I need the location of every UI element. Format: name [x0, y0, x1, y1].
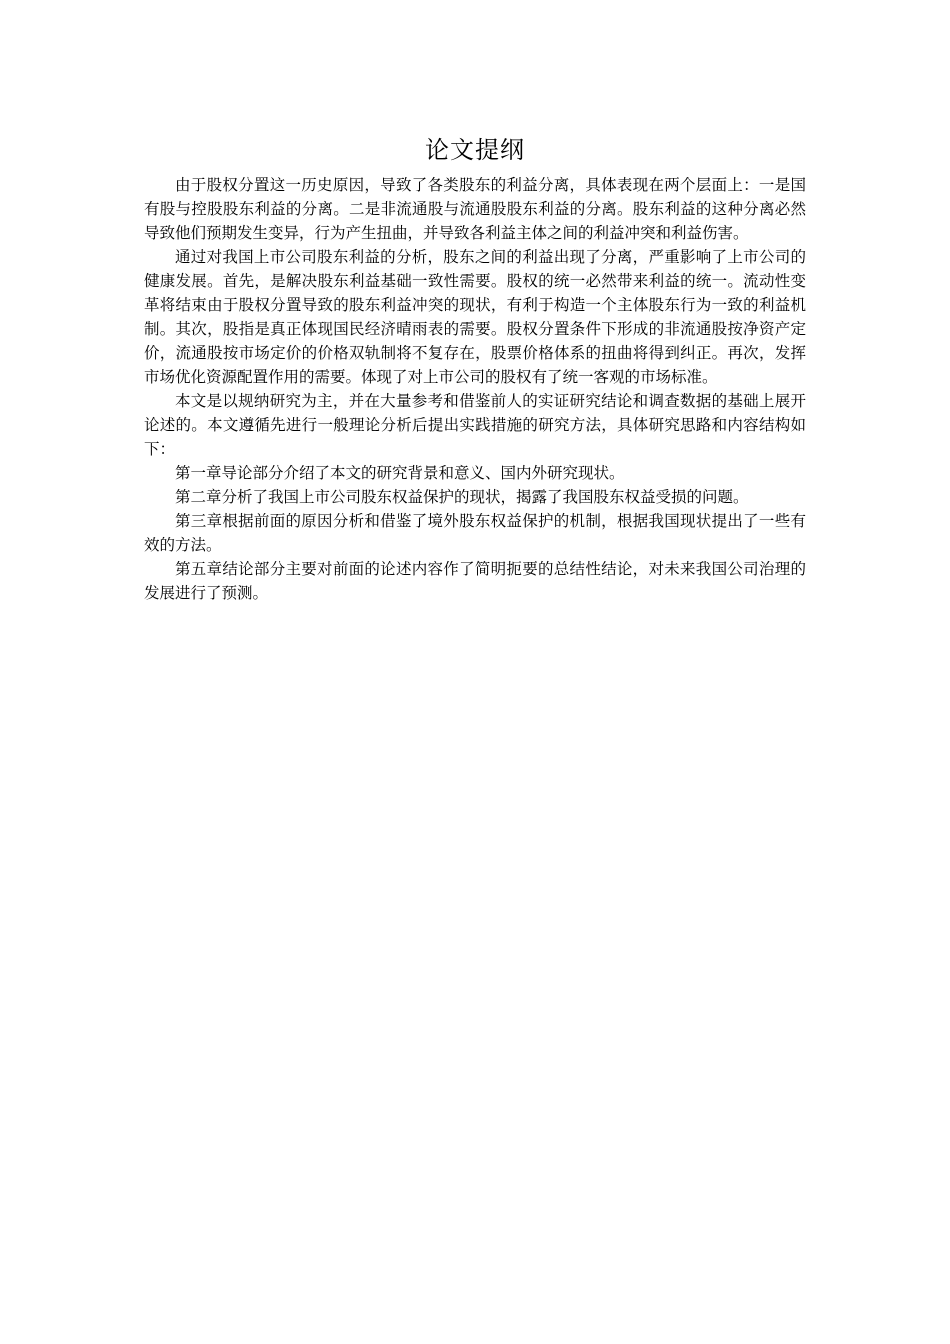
paragraph-chapter-1: 第一章导论部分介绍了本文的研究背景和意义、国内外研究现状。: [175, 464, 625, 482]
document-body: [144, 133, 806, 605]
paragraph-intro: 由于股权分置这一历史原因，导致了各类股东的利益分离，具体表现在两个层面上：一是国有股与控股股东利益的分离。二是非流通股与流通股股东利益的分离。股东利益的这种分离必然导致他们预期发生变异，行为产生扭曲，并导致各利益主体之间的利益冲突和利益伤害。: [144, 176, 806, 242]
paragraph-method: 本文是以规纳研究为主，并在大量参考和借鉴前人的实证研究结论和调查数据的基础上展开论述的。本文遵循先进行一般理论分析后提出实践措施的研究方法，具体研究思路和内容结构如下：: [144, 392, 806, 458]
paragraph-chapter-3: 第三章根据前面的原因分析和借鉴了境外股东权益保护的机制，根据我国现状提出了一些有效的方法。: [144, 512, 806, 554]
document-title: 论文提纲: [425, 136, 525, 164]
paragraph-analysis: 通过对我国上市公司股东利益的分析，股东之间的利益出现了分离，严重影响了上市公司的健康发展。首先，是解决股东利益基础一致性需要。股权的统一必然带来利益的统一。流动性变革将结束由于股权分置导致的股东利益冲突的现状，有利于构造一个主体股东行为一致的利益机制。其次，股指是真正体现国民经济晴雨表的需要。股权分置条件下形成的非流通股按净资产定价，流通股按市场定价的价格双轨制将不复存在，股票价格体系的扭曲将得到纠正。再次，发挥市场优化资源配置作用的需要。体现了对上市公司的股权有了统一客观的市场标准。: [144, 248, 806, 386]
paragraph-chapter-5: 第五章结论部分主要对前面的论述内容作了简明扼要的总结性结论，对未来我国公司治理的发展进行了预测。: [144, 560, 806, 602]
paragraph-chapter-2: 第二章分析了我国上市公司股东权益保护的现状，揭露了我国股东权益受损的问题。: [175, 488, 749, 506]
